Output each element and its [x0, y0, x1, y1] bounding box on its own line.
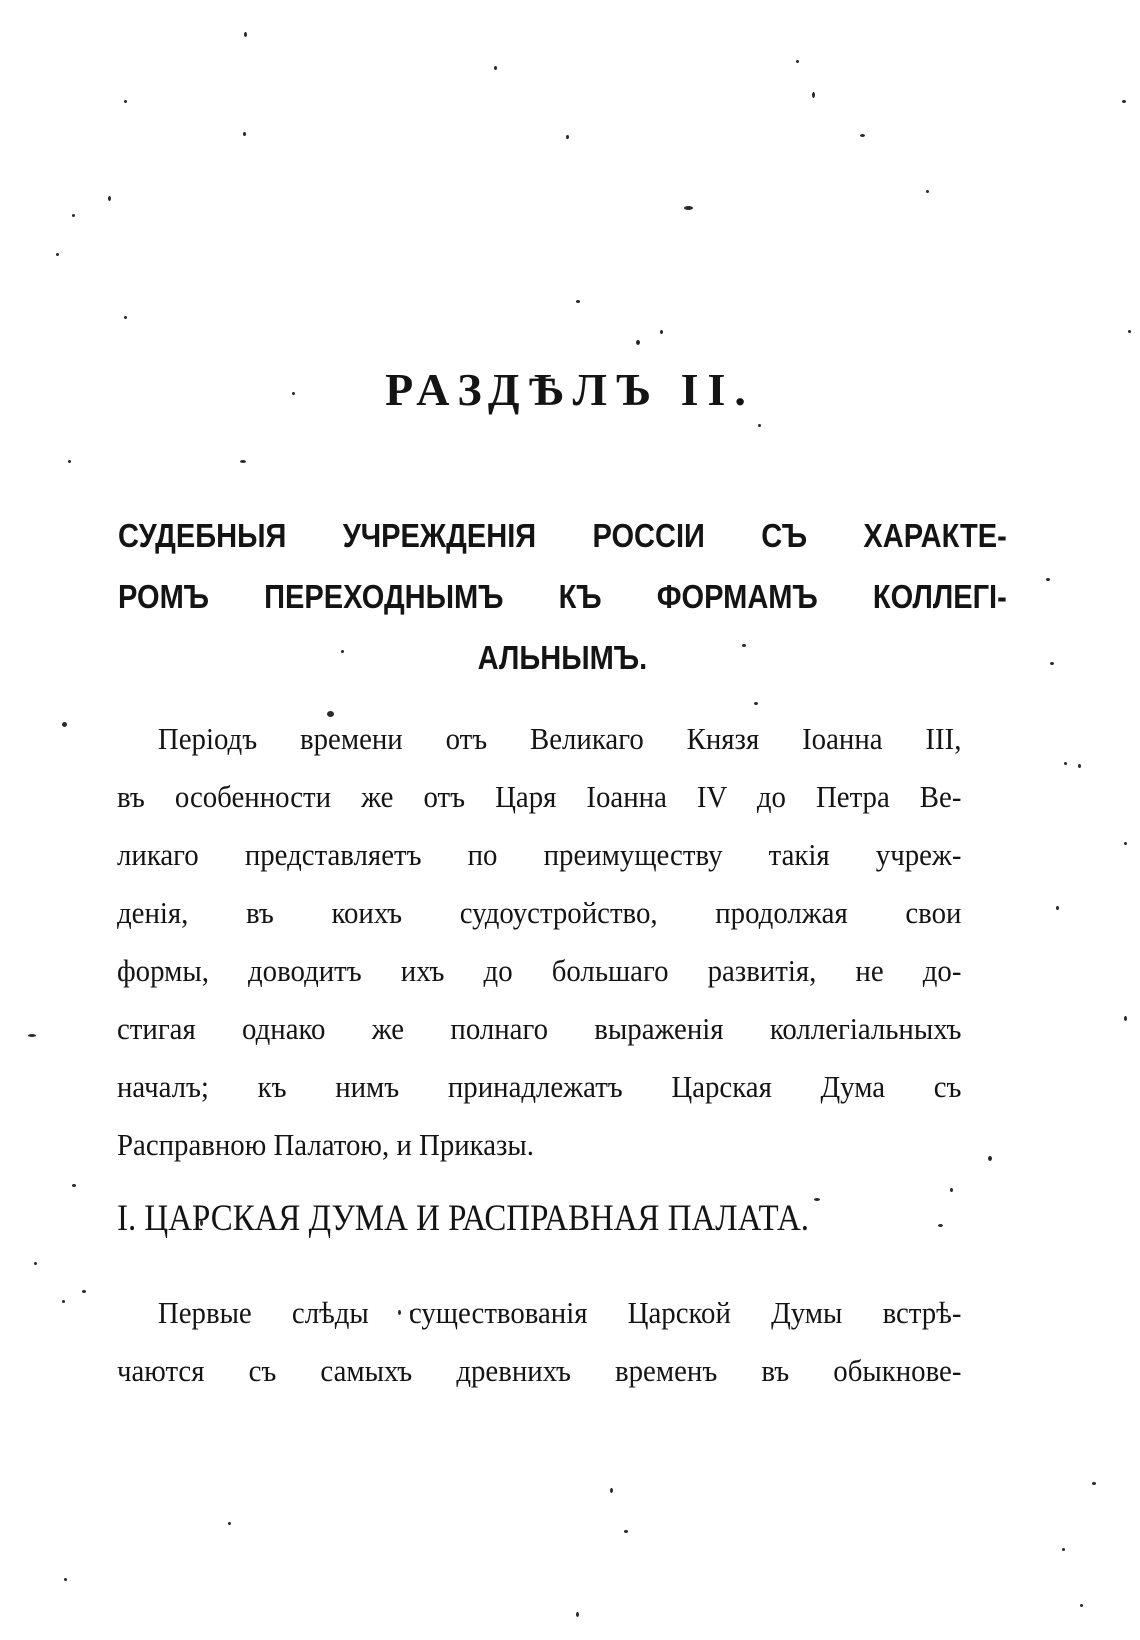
chapter-title-line: РОМЪ ПЕРЕХОДНЫМЪ КЪ ФОРМАМЪ КОЛЛЕГІ-: [118, 578, 1007, 615]
text-line: въ особенности же отъ Царя Іоанна IV до Петра Ве-: [117, 779, 962, 814]
paragraph-2: [117, 1284, 961, 1400]
text-line: началъ; къ нимъ принадлежатъ Царская Дума съ: [117, 1069, 962, 1104]
text-line: ликаго представляетъ по преимуществу такія учреж-: [117, 837, 962, 872]
text-line: стигая однако же полнаго выраженія коллегіальныхъ: [117, 1011, 962, 1046]
chapter-title-line: АЛЬНЫМЪ.: [477, 639, 648, 676]
section-title: РАЗДѢЛЪ II.: [385, 364, 755, 415]
text-line: денія, въ коихъ судоустройство, продолжая свои: [117, 895, 962, 930]
text-line: чаются съ самыхъ древнихъ временъ въ обыкнове-: [117, 1353, 962, 1388]
paragraph-1: [117, 710, 961, 1174]
text-line: формы, доводитъ ихъ до большаго развитія, не до-: [117, 953, 962, 988]
chapter-title: [118, 505, 1007, 688]
text-line: Расправною Палатою, и Приказы.: [117, 1127, 535, 1162]
chapter-title-line: СУДЕБНЫЯ УЧРЕЖДЕНІЯ РОССІИ СЪ ХАРАКТЕ-: [118, 517, 1007, 554]
text-line: Періодъ времени отъ Великаго Князя Іоанна III,: [157, 721, 962, 756]
subheading: I. ЦАРСКАЯ ДУМА И РАСПРАВНАЯ ПАЛАТА.: [117, 1198, 809, 1239]
text-line: Первые слѣды существованія Царской Думы встрѣ-: [157, 1295, 962, 1330]
